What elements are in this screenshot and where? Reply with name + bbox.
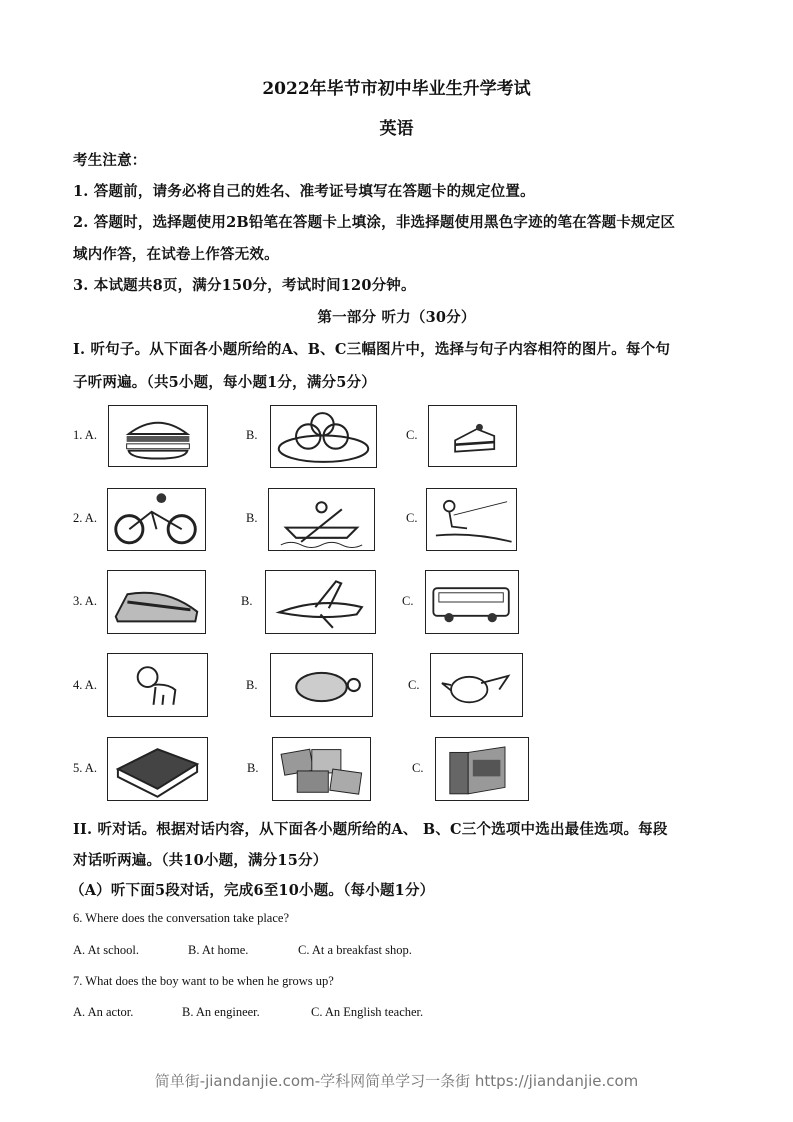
option-label: B. [246, 678, 258, 692]
notice-heading: 考生注意： [73, 152, 147, 169]
footer-watermark: 简单街-jiandanjie.com-学科网简单学习一条街 https://jiandanjie.com [154, 1072, 639, 1090]
notice-item: 2. 答题时，选择题使用2B铅笔在答题卡上填涂，非选择题使用黑色字迹的笔在答题卡规定区 [73, 214, 676, 231]
exam-title: 2022年毕节市初中毕业生升学考试 [262, 79, 531, 99]
option-label: B. [241, 594, 253, 608]
option-a[interactable]: A. At school. [73, 943, 139, 957]
section2-instructions: 对话听两遍。（共10小题，满分15分） [73, 852, 328, 869]
option-label: B. [247, 761, 259, 775]
section1-instructions: I. 听句子。从下面各小题所给的A、B、C三幅图片中，选择与句子内容相符的图片。每个句 [73, 341, 671, 358]
fishing-picture[interactable] [426, 488, 517, 551]
option-b[interactable]: B. An engineer. [182, 1005, 260, 1019]
option-label: 1. A. [73, 428, 97, 442]
option-label: C. [408, 678, 420, 692]
option-a[interactable]: A. An actor. [73, 1005, 134, 1019]
steamed-buns-picture[interactable] [270, 405, 377, 468]
dog-picture[interactable] [107, 653, 208, 717]
option-label: C. [402, 594, 414, 608]
cycling-picture[interactable] [107, 488, 206, 551]
section2-instructions: II. 听对话。根据对话内容，从下面各小题所给的A、 B、C三个选项中选出最佳选项。每段 [73, 821, 668, 838]
question-7: 7. What does the boy want to be when he grows up? [73, 974, 334, 988]
notice-item: 域内作答，在试卷上作答无效。 [73, 246, 279, 263]
book-picture[interactable] [107, 737, 208, 801]
subject-title: 英语 [379, 119, 414, 139]
notice-item: 3. 本试题共8页，满分150分，考试时间120分钟。 [73, 277, 416, 294]
magazines-picture[interactable] [272, 737, 371, 801]
dictionary-picture[interactable] [435, 737, 529, 801]
question-6: 6. Where does the conversation take place? [73, 911, 289, 925]
option-label: C. [412, 761, 424, 775]
option-b[interactable]: B. At home. [188, 943, 249, 957]
option-label: C. [406, 511, 418, 525]
part-title: 第一部分 听力（30分） [317, 309, 476, 326]
option-label: 2. A. [73, 511, 97, 525]
hamburger-picture[interactable] [108, 405, 208, 467]
option-label: 5. A. [73, 761, 97, 775]
high-speed-train-picture[interactable] [107, 570, 206, 634]
option-c[interactable]: C. At a breakfast shop. [298, 943, 412, 957]
option-c[interactable]: C. An English teacher. [311, 1005, 424, 1019]
turtle-picture[interactable] [270, 653, 373, 717]
airplane-picture[interactable] [265, 570, 376, 634]
subsection-title: （A）听下面5段对话，完成6至10小题。（每小题1分） [70, 882, 435, 899]
option-label: 4. A. [73, 678, 97, 692]
bird-picture[interactable] [430, 653, 523, 717]
notice-item: 1. 答题前，请务必将自己的姓名、准考证号填写在答题卡的规定位置。 [73, 183, 535, 200]
cake-picture[interactable] [428, 405, 517, 467]
option-label: C. [406, 428, 418, 442]
rowing-boat-picture[interactable] [268, 488, 375, 551]
bus-picture[interactable] [425, 570, 519, 634]
option-label: B. [246, 511, 258, 525]
option-label: 3. A. [73, 594, 97, 608]
section1-instructions: 子听两遍。（共5小题，每小题1分，满分5分） [73, 374, 376, 391]
option-label: B. [246, 428, 258, 442]
